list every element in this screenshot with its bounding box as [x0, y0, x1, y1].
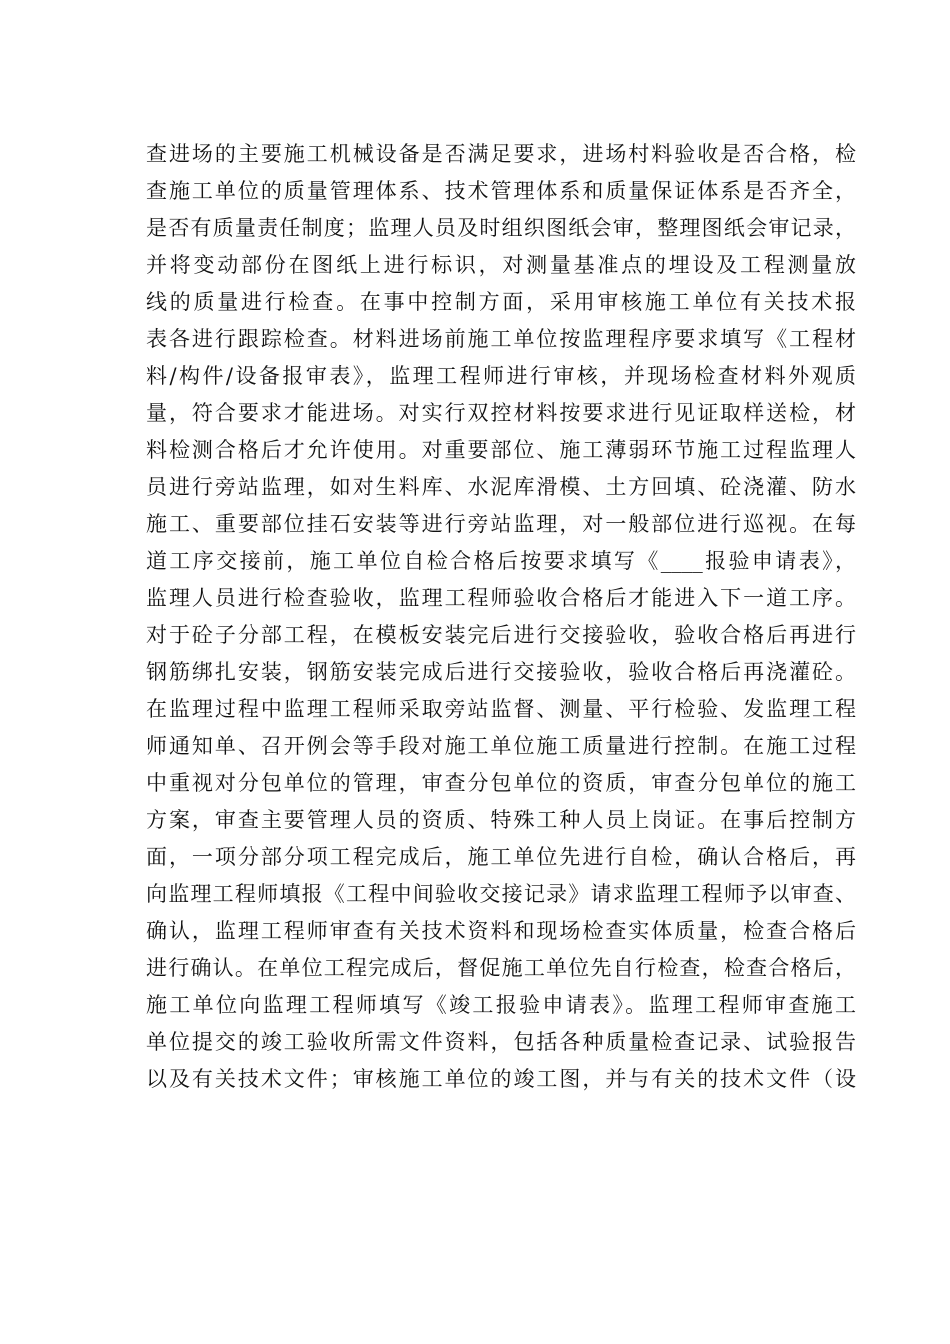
text-line: 施工、重要部位挂石安装等进行旁站监理，对一般部位进行巡视。在每	[146, 512, 856, 536]
text-line: 是否有质量责任制度；监理人员及时组织图纸会审，整理图纸会审记录，	[146, 216, 856, 240]
text-line: 中重视对分包单位的管理，审查分包单位的资质，审查分包单位的施工	[146, 771, 856, 795]
text-line: 对于砼子分部工程，在模板安装完后进行交接验收，验收合格后再进行	[146, 623, 856, 647]
text-line: 在监理过程中监理工程师采取旁站监督、测量、平行检验、发监理工程	[146, 697, 856, 721]
text-line: 师通知单、召开例会等手段对施工单位施工质量进行控制。在施工过程	[146, 734, 856, 758]
text-line: 并将变动部份在图纸上进行标识，对测量基准点的埋设及工程测量放	[146, 253, 856, 277]
text-line: 施工单位向监理工程师填写《竣工报验申请表》。监理工程师审查施工	[146, 993, 856, 1017]
text-line: 进行确认。在单位工程完成后，督促施工单位先自行检查，检查合格后，	[146, 956, 856, 980]
text-line: 方案，审查主要管理人员的资质、特殊工种人员上岗证。在事后控制方	[146, 808, 856, 832]
text-line: 以及有关技术文件；审核施工单位的竣工图，并与有关的技术文件（设	[146, 1067, 856, 1091]
text-line: 道工序交接前，施工单位自检合格后按要求填写《____报验申请表》，	[146, 549, 856, 573]
text-line: 监理人员进行检查验收，监理工程师验收合格后才能进入下一道工序。	[146, 586, 856, 610]
text-line: 面，一项分部分项工程完成后，施工单位先进行自检，确认合格后，再	[146, 845, 856, 869]
text-line: 查进场的主要施工机械设备是否满足要求，进场村料验收是否合格，检	[146, 142, 856, 166]
text-line: 表各进行跟踪检查。材料进场前施工单位按监理程序要求填写《工程材	[146, 327, 856, 351]
text-line: 料检测合格后才允许使用。对重要部位、施工薄弱环节施工过程监理人	[146, 438, 856, 462]
text-line: 量，符合要求才能进场。对实行双控材料按要求进行见证取样送检，材	[146, 401, 856, 425]
text-line: 查施工单位的质量管理体系、技术管理体系和质量保证体系是否齐全，	[146, 179, 856, 203]
body-paragraph	[146, 136, 856, 1098]
text-line: 向监理工程师填报《工程中间验收交接记录》请求监理工程师予以审查、	[146, 882, 856, 906]
text-line: 线的质量进行检查。在事中控制方面，采用审核施工单位有关技术报	[146, 290, 856, 314]
text-line: 料/构件/设备报审表》，监理工程师进行审核，并现场检查材料外观质	[146, 364, 856, 388]
text-line: 钢筋绑扎安装，钢筋安装完成后进行交接验收，验收合格后再浇灌砼。	[146, 660, 856, 684]
text-line: 确认，监理工程师审查有关技术资料和现场检查实体质量，检查合格后	[146, 919, 856, 943]
text-line: 员进行旁站监理，如对生料库、水泥库滑模、土方回填、砼浇灌、防水	[146, 475, 856, 499]
text-line: 单位提交的竣工验收所需文件资料，包括各种质量检查记录、试验报告	[146, 1030, 856, 1054]
